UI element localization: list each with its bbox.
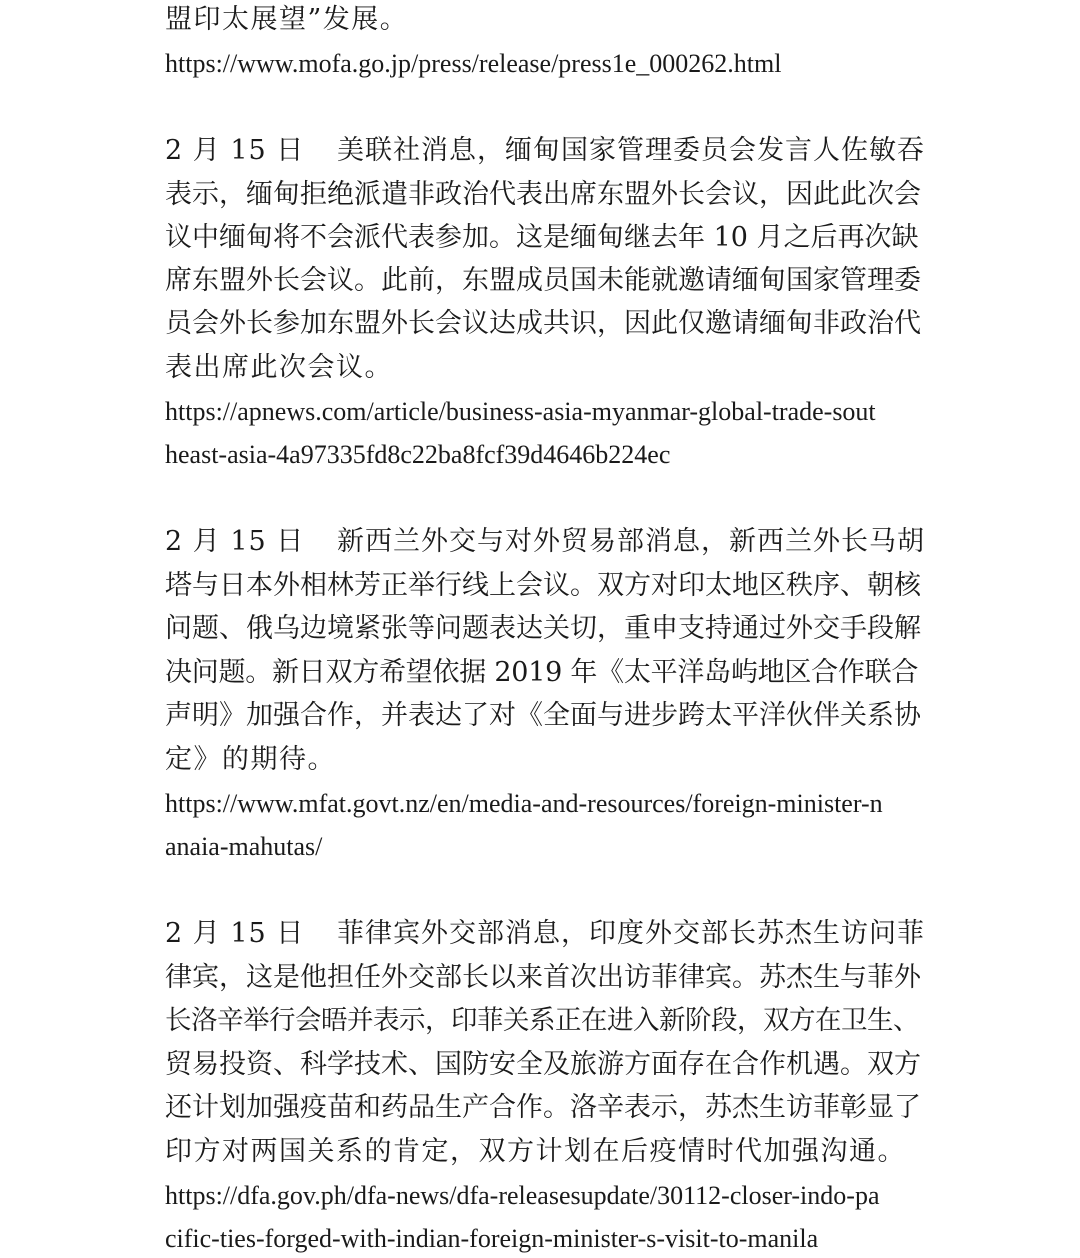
- entry-3-text-line-6: 印方对两国关系的肯定，双方计划在后疫情时代加强沟通。: [165, 1136, 906, 1167]
- entry-3-date: 2 月 15 日: [165, 918, 305, 949]
- entry-2-text-line-5: 声明》加强合作，并表达了对《全面与进步跨太平洋伙伴关系协: [165, 700, 921, 731]
- entry-2-text-line-6: 定》的期待。: [165, 744, 336, 775]
- entry-2-text-line-3: 问题、俄乌边境紧张等问题表达关切，重申支持通过外交手段解: [165, 613, 921, 644]
- entry-1-text-line-1: 美联社消息，缅甸国家管理委员会发言人佐敏吞: [337, 135, 925, 166]
- intro-url: https://www.mofa.go.jp/press/release/press1e_000262.html: [165, 49, 782, 78]
- entry-1-first-line: [165, 136, 925, 166]
- entry-3-url-line-1: https://dfa.gov.ph/dfa-news/dfa-releasesupdate/30112-closer-indo-pa: [165, 1181, 880, 1210]
- entry-2-date: 2 月 15 日: [165, 526, 305, 557]
- entry-1-text-line-6: 表出席此次会议。: [165, 352, 393, 383]
- entry-3-text-line-1: 菲律宾外交部消息，印度外交部长苏杰生访问菲: [337, 918, 925, 949]
- entry-1-text-line-4: 席东盟外长会议。此前，东盟成员国未能就邀请缅甸国家管理委: [165, 265, 921, 296]
- entry-2-text-line-4: 决问题。新日双方希望依据 2019 年《太平洋岛屿地区合作联合: [165, 657, 919, 688]
- entry-1-text-line-2: 表示，缅甸拒绝派遣非政治代表出席东盟外长会议，因此此次会: [165, 179, 921, 210]
- entry-3-text-line-2: 律宾，这是他担任外交部长以来首次出访菲律宾。苏杰生与菲外: [165, 962, 921, 993]
- entry-2-url-line-2: anaia-mahutas/: [165, 832, 323, 861]
- entry-1-text-line-3: 议中缅甸将不会派代表参加。这是缅甸继去年 10 月之后再次缺: [165, 222, 919, 253]
- entry-3-text-line-5: 还计划加强疫苗和药品生产合作。洛辛表示，苏杰生访菲彰显了: [165, 1092, 921, 1123]
- intro-text-line: 盟印太展望”发展。: [165, 4, 409, 35]
- entry-2-url-line-1: https://www.mfat.govt.nz/en/media-and-resources/foreign-minister-n: [165, 789, 883, 818]
- entry-1-text-line-5: 员会外长参加东盟外长会议达成共识，因此仅邀请缅甸非政治代: [165, 308, 921, 339]
- entry-2-text-line-2: 塔与日本外相林芳正举行线上会议。双方对印太地区秩序、朝核: [165, 570, 921, 601]
- entry-2-first-line: [165, 527, 925, 557]
- entry-1-url-line-2: heast-asia-4a97335fd8c22ba8fcf39d4646b224ec: [165, 440, 671, 469]
- entry-2-text-line-1: 新西兰外交与对外贸易部消息，新西兰外长马胡: [337, 526, 925, 557]
- entry-3-url-line-2: cific-ties-forged-with-indian-foreign-minister-s-visit-to-manila: [165, 1224, 819, 1253]
- entry-3-text-line-3: 长洛辛举行会晤并表示，印菲关系正在进入新阶段，双方在卫生、: [165, 1005, 919, 1036]
- entry-3-text-line-4: 贸易投资、科学技术、国防安全及旅游方面存在合作机遇。双方: [165, 1049, 921, 1080]
- entry-1-date: 2 月 15 日: [165, 135, 305, 166]
- entry-1-url-line-1: https://apnews.com/article/business-asia-myanmar-global-trade-sout: [165, 397, 876, 426]
- entry-3-first-line: [165, 919, 925, 949]
